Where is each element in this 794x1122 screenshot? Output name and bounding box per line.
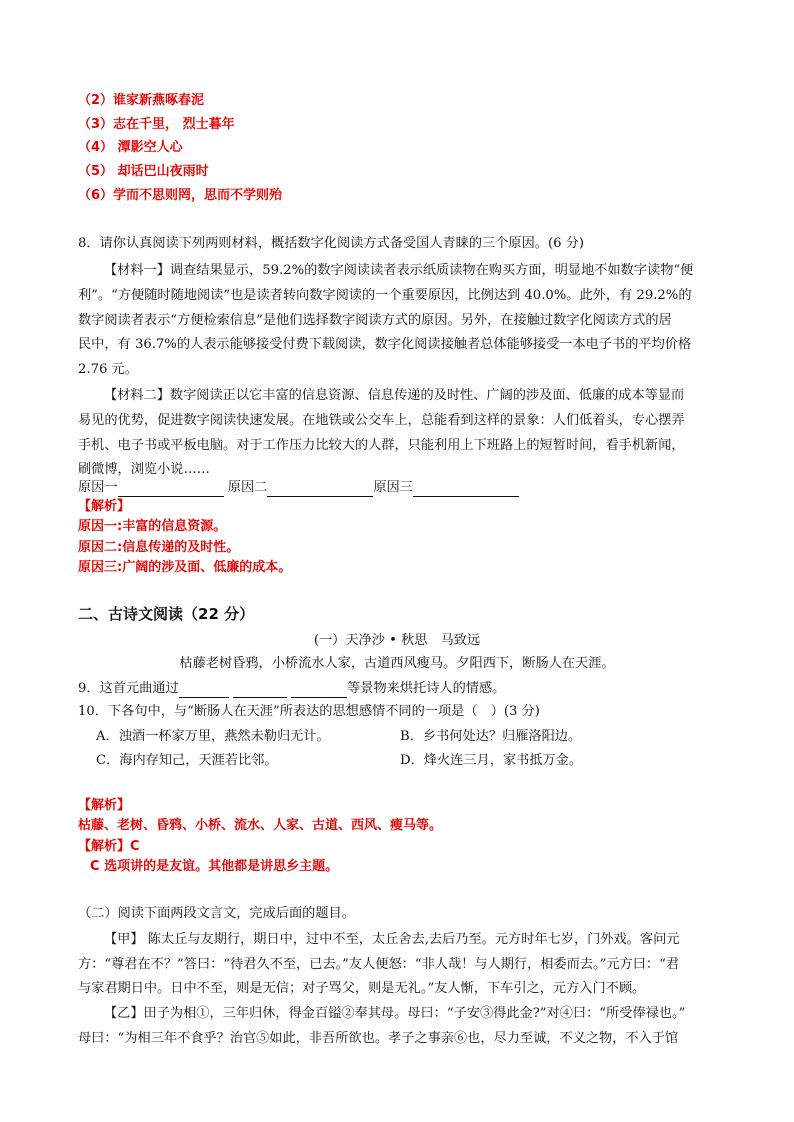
material-2-line: 手机、电子书或平板电脑。对于工作压力比较大的人群，只能利用上下班路上的短暂时间，看手机新闻， — [78, 438, 685, 453]
material-2-line: 刷微博，浏览小说…… — [78, 462, 210, 477]
reason-3-label: 原因三 — [373, 480, 413, 495]
reason-3-blank[interactable] — [413, 482, 519, 497]
poem-title: (一）天净沙 • 秋思 马致远 — [313, 633, 481, 648]
passage-jia-line: 【甲】 陈太丘与友期行，期日中，过中不至，太丘舍去,去后乃至。元方时年七岁，门外戏。客问元 — [104, 932, 680, 947]
question-9 — [78, 680, 505, 698]
question-10: 10．下各句中，与“断肠人在天涯”所表达的思想感情不同的一项是（ ）(3 分) — [78, 704, 540, 719]
question-8: 8．请你认真阅读下列两则材料，概括数字化阅读方式备受国人青睐的三个原因。(6 分) — [78, 236, 585, 251]
analysis-text: 枯藤、老树、昏鸦、小桥、流水、人家、古道、西风、瘦马等。 — [78, 818, 443, 833]
analysis-text: C 选项讲的是友谊。其他都是讲思乡主题。 — [90, 859, 339, 874]
option-a: A．浊酒一杯家万里，燕然未勒归无计。 — [96, 729, 330, 744]
analysis-line: 原因二:信息传递的及时性。 — [78, 540, 240, 555]
material-1-line: 2.76 元。 — [78, 362, 138, 377]
reason-2-blank[interactable] — [267, 482, 373, 497]
analysis-label: 【解析】 — [78, 499, 131, 514]
analysis-label: 【解析】C — [78, 839, 140, 854]
material-2-line: 【材料二】数字阅读正以它丰富的信息资源、信息传递的及时性、广阔的涉及面、低廉的成本等显而 — [104, 388, 685, 403]
section-heading: 二、古诗文阅读（22 分） — [78, 605, 255, 623]
passage-jia-line: 与家君期日中。日中不至，则是无信；对子骂父，则是无礼。”友人惭，下车引之，元方入门不顾。 — [78, 981, 646, 996]
answer-line-3: （3）志在千里， 烈士暮年 — [78, 117, 235, 132]
analysis-label: 【解析】 — [78, 798, 131, 813]
poem-text: 枯藤老树昏鸦，小桥流水人家，古道西风瘦马。夕阳西下，断肠人在天涯。 — [179, 656, 615, 671]
material-1-line: 民中，有 36.7%的人表示能够接受付费下载阅读，数字化阅读接触者总体能够接受一本电子书的平均价格 — [78, 337, 692, 352]
analysis-line: 原因一:丰富的信息资源。 — [78, 519, 227, 534]
material-1-line: 数字阅读者表示“方便检索信息”是他们选择数字阅读方式的原因。另外，在接触过数字化阅读方式的居 — [78, 313, 672, 328]
classical-intro: （二）阅读下面两段文言文，完成后面的题目。 — [78, 906, 355, 921]
passage-yi-line: 母曰：“为相三年不食乎？治官⑤如此，非吾所欲也。孝子之事亲⑥也，尽力至诚，不义之物，不入于馆 — [78, 1031, 679, 1046]
reason-2-label: 原因二 — [227, 480, 268, 495]
option-d: D．烽火连三月，家书抵万金。 — [400, 753, 583, 768]
passage-jia-line: 方：“尊君在不？”答曰：“待君久不至，已去。”友人便怒：“非人哉！与人期行，相委而去。”元方曰：“君 — [78, 957, 680, 972]
reasons-line — [78, 479, 519, 497]
reason-1-blank[interactable] — [118, 482, 224, 497]
option-c: C．海内存知己，天涯若比邻。 — [96, 753, 278, 768]
reason-1-label: 原因一 — [78, 480, 118, 495]
question-9-prefix: 9．这首元曲通过 — [78, 681, 179, 696]
answer-line-5: （5） 却话巴山夜雨时 — [78, 164, 209, 179]
q9-blank-3[interactable] — [291, 683, 347, 698]
material-1-line: 利”。“方便随时随地阅读”也是读者转向数字阅读的一个重要原因，比例达到 40.0%。此外，有 29.2%的 — [78, 288, 692, 303]
material-1-line: 【材料一】调查结果显示，59.2%的数字阅读读者表示纸质读物在购买方面，明显地不如数字读物“便 — [104, 263, 694, 278]
answer-line-6: （6）学而不思则罔，思而不学则殆 — [78, 188, 283, 203]
q9-blank-1[interactable] — [179, 683, 229, 698]
question-9-suffix: 等景物来烘托诗人的情感。 — [347, 681, 506, 696]
analysis-line: 原因三:广阔的涉及面、低廉的成本。 — [78, 560, 292, 575]
material-2-line: 易见的优势，促进数字阅读快速发展。在地铁或公交车上，总能看到这样的景象：人们低着头，专心摆弄 — [78, 413, 685, 428]
option-b: B．乡书何处达？归雁洛阳边。 — [400, 729, 582, 744]
answer-line-2: （2）谁家新燕啄春泥 — [78, 93, 205, 108]
answer-line-4: （4） 潭影空人心 — [78, 140, 183, 155]
passage-yi-line: 【乙】田子为相①，三年归休，得金百镒②奉其母。母曰：“子安③得此金?”对④曰：“所受俸禄也。” — [104, 1006, 686, 1021]
q9-blank-2[interactable] — [233, 683, 287, 698]
